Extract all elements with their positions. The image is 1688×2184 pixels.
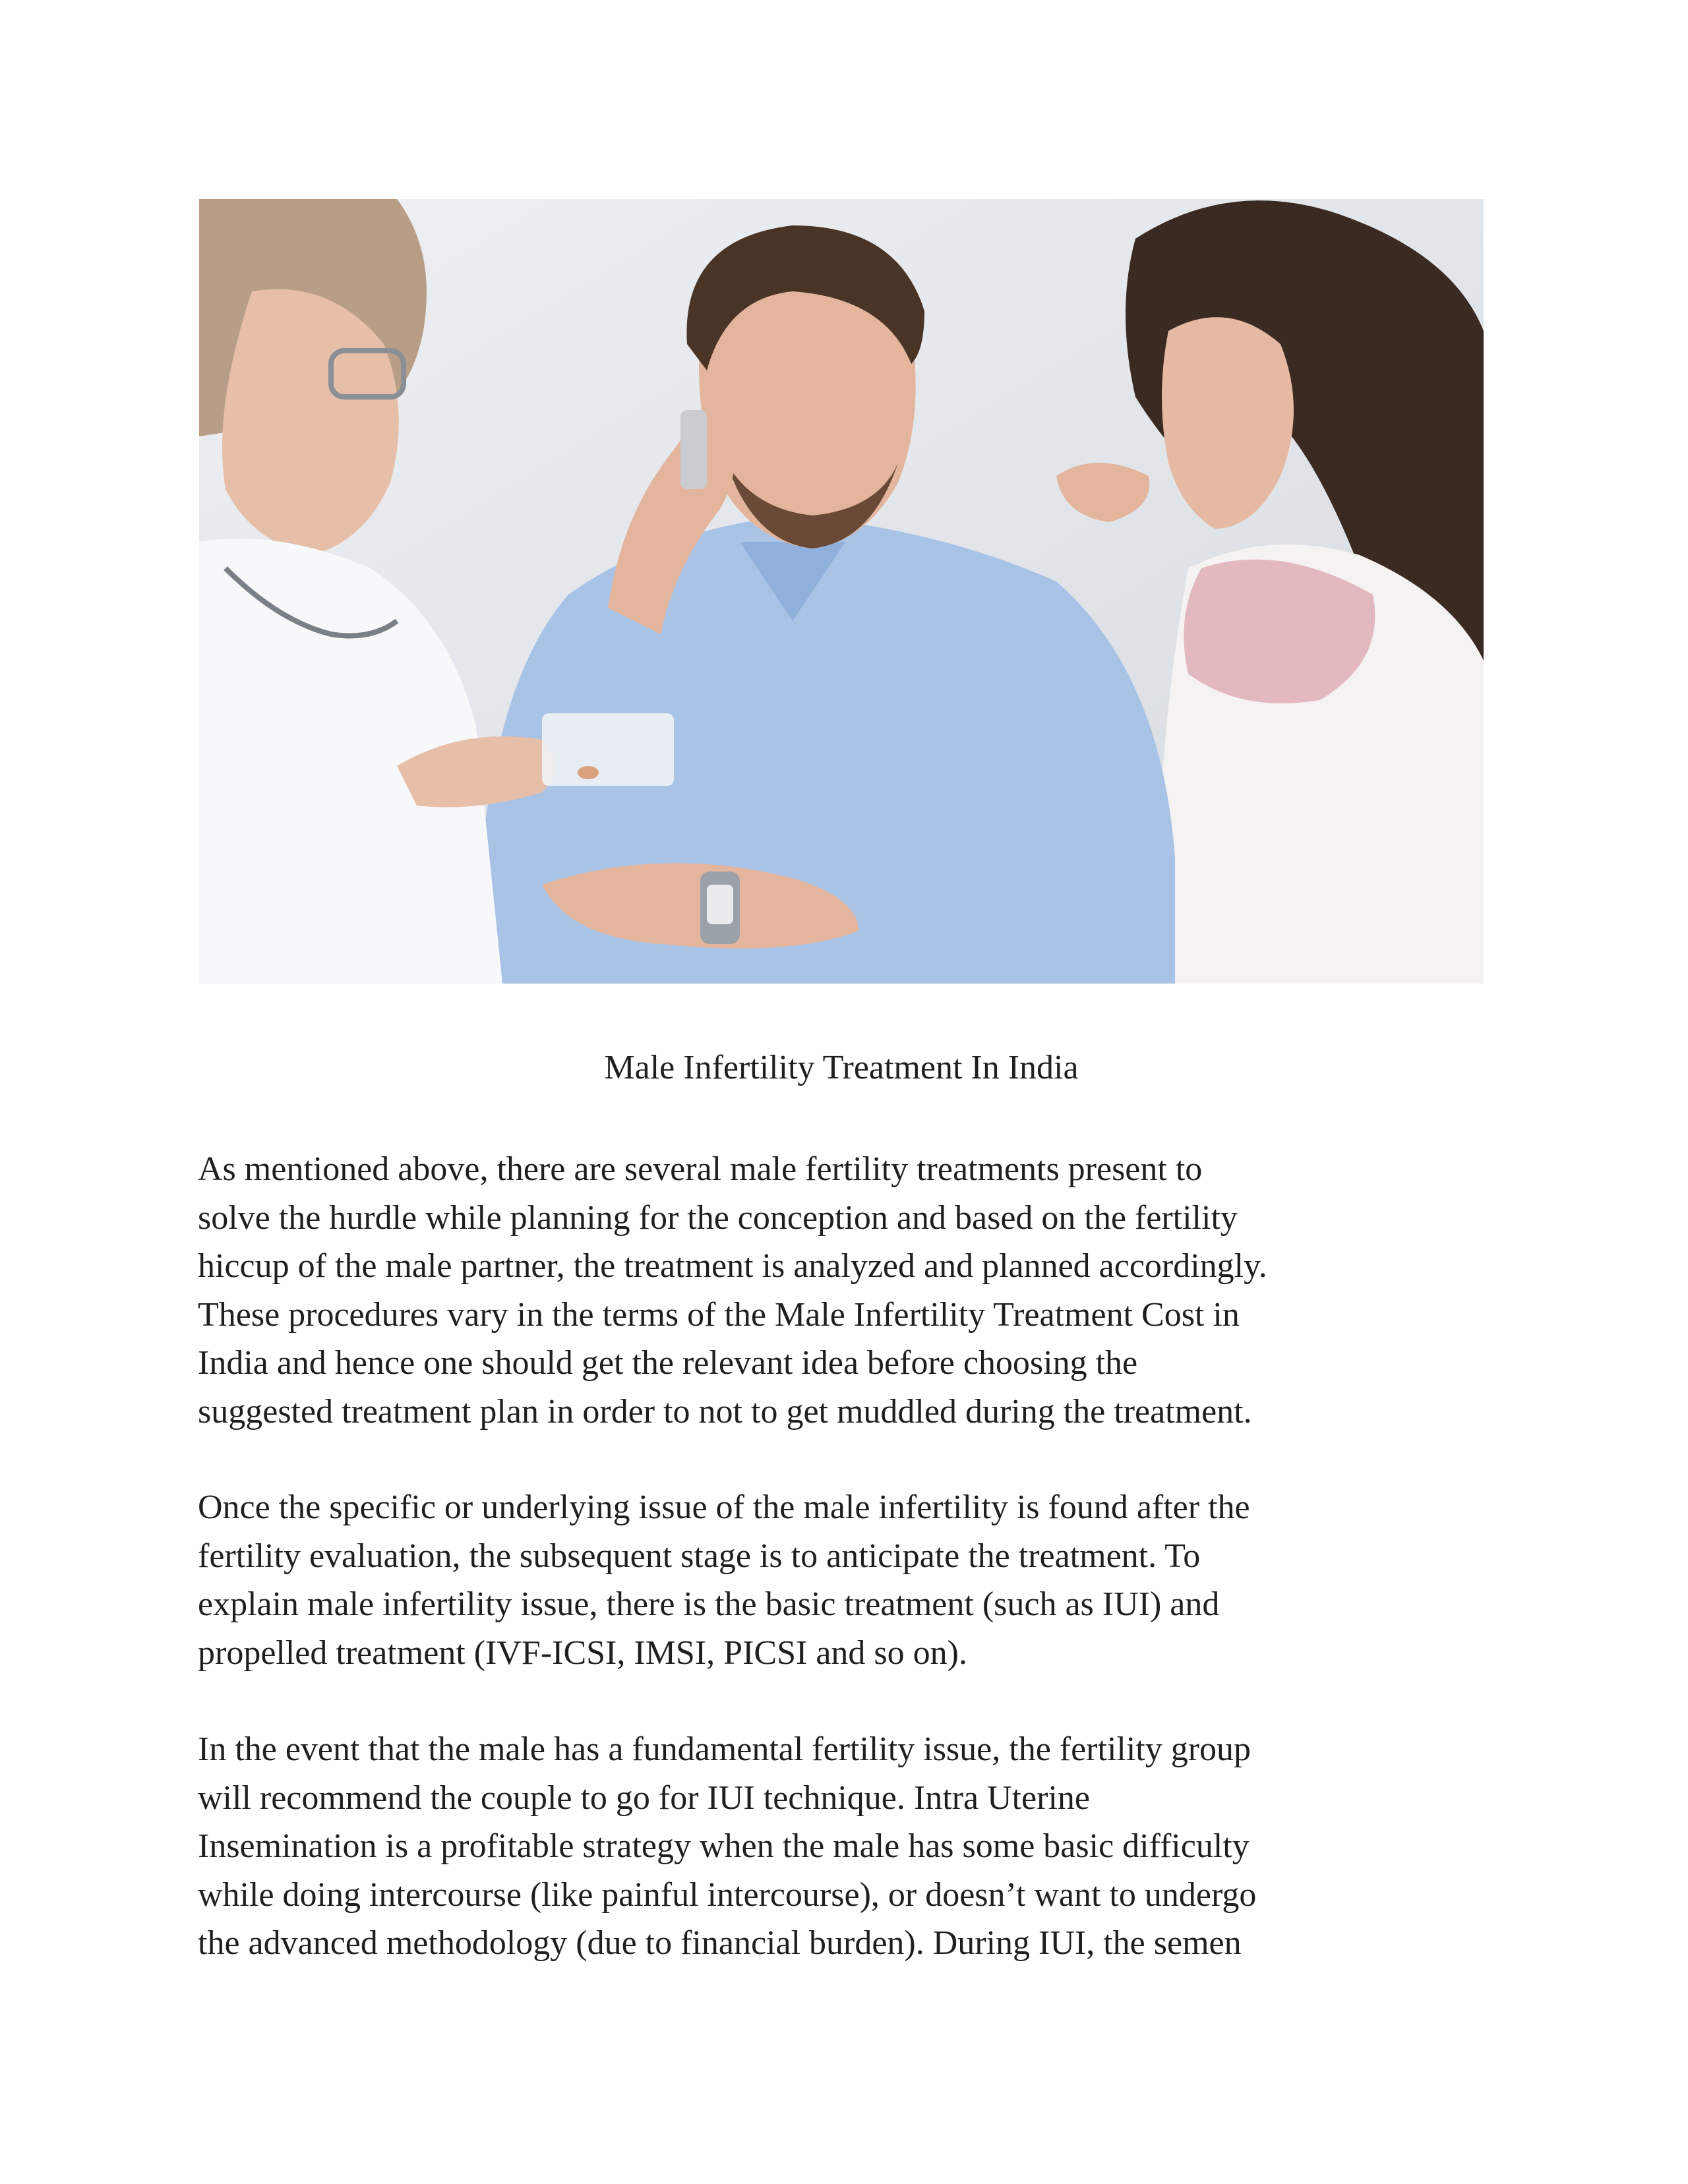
image-caption: Male Infertility Treatment In India (604, 1049, 1079, 1086)
text-line: suggested treatment plan in order to not to get muddled during the treatment. (198, 1392, 1252, 1431)
text-line: while doing intercourse (like painful intercourse), or doesn’t want to undergo (198, 1875, 1257, 1914)
text-line: As mentioned above, there are several male fertility treatments present to (198, 1150, 1203, 1188)
paragraph-iui (198, 1725, 1503, 1968)
text-line: India and hence one should get the relevant idea before choosing the (198, 1344, 1138, 1382)
consultation-photo (199, 199, 1484, 984)
text-line: solve the hurdle while planning for the conception and based on the fertility (198, 1198, 1238, 1237)
text-line: explain male infertility issue, there is the basic treatment (such as IUI) and (198, 1585, 1220, 1623)
text-line: These procedures vary in the terms of the Male Infertility Treatment Cost in (198, 1295, 1240, 1334)
text-line: In the event that the male has a fundamental fertility issue, the fertility group (198, 1730, 1251, 1768)
paragraph-evaluation (198, 1483, 1503, 1677)
text-line: Insemination is a profitable strategy when the male has some basic difficulty (198, 1827, 1250, 1865)
text-line: fertility evaluation, the subsequent stage is to anticipate the treatment. To (198, 1537, 1201, 1575)
paragraph-treatment-overview (198, 1145, 1503, 1436)
text-line: hiccup of the male partner, the treatment is analyzed and planned accordingly. (198, 1247, 1267, 1285)
text-line: the advanced methodology (due to financial burden). During IUI, the semen (198, 1924, 1242, 1962)
text-line: will recommend the couple to go for IUI technique. Intra Uterine (198, 1779, 1090, 1817)
text-line: Once the specific or underlying issue of the male infertility is found after the (198, 1489, 1250, 1526)
photo-illustration (199, 199, 1484, 984)
text-line: propelled treatment (IVF-ICSI, IMSI, PICSI and so on). (198, 1634, 967, 1672)
